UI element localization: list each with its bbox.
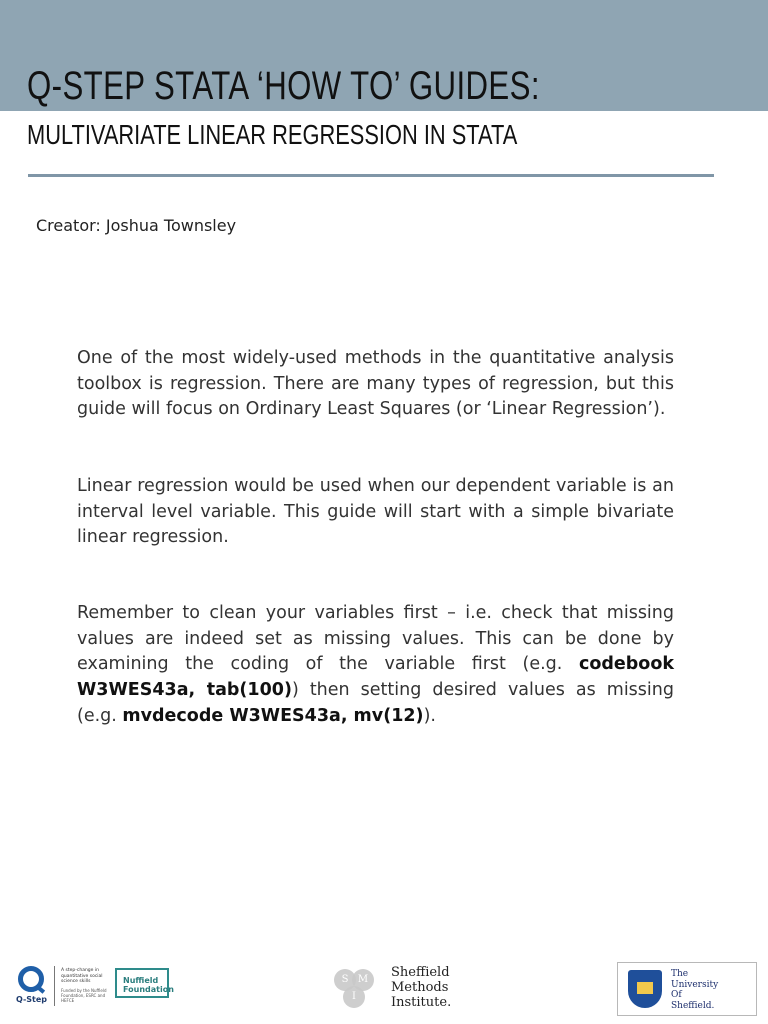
smi-line: Sheffield <box>391 965 450 980</box>
smi-line: Methods <box>391 980 449 995</box>
uos-line: University <box>671 979 719 990</box>
university-of-sheffield-logo <box>617 962 757 1016</box>
intro-paragraph: One of the most widely-used methods in the quantitative analysis toolbox is regression. There are many types of regression, but this guide will focus on Ordinary Least Squares (or ‘Linear Regression’). <box>77 348 674 420</box>
clean-variables-paragraph <box>77 601 674 730</box>
smi-circle-m: M <box>352 969 374 991</box>
q-step-label: Q-Step <box>16 995 48 1004</box>
header-divider <box>28 174 714 177</box>
q-step-funding-note: Funded by the Nuffield Foundation, ESRC and HEFCE <box>61 988 107 1003</box>
guide-title: Q-STEP STATA ‘HOW TO’ GUIDES: <box>27 64 540 108</box>
smi-line: Institute. <box>391 995 452 1010</box>
codebook-command: codebook W3WES43a, tab(100) <box>77 654 674 701</box>
sheffield-methods-institute-logo <box>332 963 472 1015</box>
q-step-logo <box>14 962 179 1012</box>
guide-subtitle: MULTIVARIATE LINEAR REGRESSION IN STATA <box>27 119 518 150</box>
q-step-icon <box>18 966 44 992</box>
paragraph-text: ). <box>423 705 436 726</box>
linear-regression-paragraph: Linear regression would be used when our dependent variable is an interval level variable. This guide will start with a simple bivariate linear regression. <box>77 476 674 548</box>
uos-wordmark <box>671 969 718 1011</box>
mvdecode-command: mvdecode W3WES43a, mv(12) <box>122 705 424 726</box>
creator-credit: Creator: Joshua Townsley <box>36 216 237 235</box>
q-step-tagline: A step-change in quantitative social science skills <box>61 968 103 984</box>
uos-line: Of <box>671 990 682 1000</box>
smi-wordmark <box>391 965 451 1010</box>
logo-divider <box>54 966 55 1006</box>
paragraph-text: ) then setting desired values as missing (e.g. <box>77 680 674 726</box>
smi-circle-i: I <box>343 986 365 1008</box>
shield-icon <box>628 970 662 1008</box>
uos-line: Sheffield. <box>671 1000 715 1011</box>
nuffield-foundation-logo: Nuffield Foundation <box>115 968 169 998</box>
uos-line: The <box>671 969 689 979</box>
paragraph-text: Remember to clean your variables first – i.e. check that missing values are indeed set as missing values. This can be done by examining the coding of the variable first (e.g. <box>77 603 674 675</box>
smi-circle-s: S <box>334 969 356 991</box>
